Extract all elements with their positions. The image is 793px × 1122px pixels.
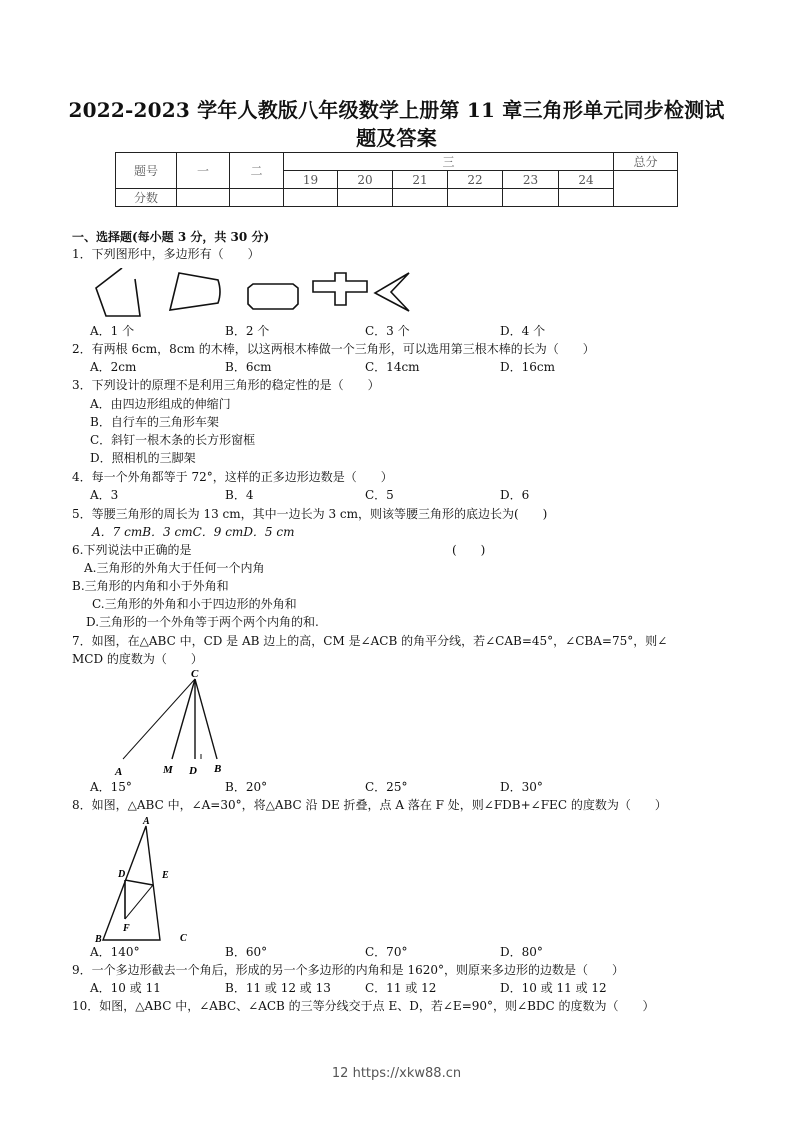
sub-q-19: 19: [284, 171, 338, 189]
q6-option-c[interactable]: C.三角形的外角和小于四边形的外角和: [92, 597, 297, 611]
q7-stem-line2: MCD 的度数为（ ）: [72, 652, 203, 666]
q5-stem: 5．等腰三角形的周长为 13 cm，其中一边长为 3 cm，则该等腰三角形的底边长为( ): [72, 507, 548, 521]
q4-stem: 4．每一个外角都等于 72°，这样的正多边形边数是（ ）: [72, 470, 393, 484]
score-cell-23[interactable]: [503, 189, 559, 207]
q8-option-d[interactable]: D．80°: [500, 945, 543, 959]
q3-option-d[interactable]: D．照相机的三脚架: [90, 451, 196, 465]
q3-stem: 3．下列设计的原理不是利用三角形的稳定性的是（ ）: [72, 378, 380, 392]
q8-folded-triangle-figure: [88, 814, 198, 944]
q8-label-f: F: [123, 923, 130, 934]
q8-option-a[interactable]: A．140°: [90, 945, 140, 959]
score-cell-1[interactable]: [177, 189, 230, 207]
q1-option-b[interactable]: B．2 个: [225, 324, 270, 338]
q8-option-c[interactable]: C．70°: [365, 945, 408, 959]
document-title: [40, 96, 753, 152]
q8-label-d: D: [118, 869, 126, 880]
q7-option-a[interactable]: A．15°: [90, 780, 132, 794]
q7-triangle-figure: [108, 666, 238, 778]
header-part-2: 二: [230, 153, 284, 189]
score-label: 分数: [116, 189, 177, 207]
q9-stem: 9．一个多边形截去一个角后，形成的另一个多边形的内角和是 1620°，则原来多边形的边数是（ ）: [72, 963, 624, 977]
section-heading: 一、选择题(每小题 3 分，共 30 分): [72, 230, 270, 244]
q7-label-d: D: [189, 765, 197, 777]
q7-label-a: A: [115, 766, 123, 778]
sub-q-22: 22: [448, 171, 503, 189]
q2-option-b[interactable]: B．6cm: [225, 360, 272, 374]
score-table: [115, 152, 678, 207]
q10-stem: 10．如图，△ABC 中，∠ABC、∠ACB 的三等分线交于点 E、D，若∠E=90°，则∠BDC 的度数为（ ）: [72, 999, 655, 1013]
q7-label-m: M: [163, 764, 173, 776]
header-question-no: 题号: [116, 153, 177, 189]
q6-option-d[interactable]: D.三角形的一个外角等于两个两个内角的和.: [86, 615, 319, 629]
q7-stem-line1: 7．如图，在△ABC 中，CD 是 AB 边上的高，CM 是∠ACB 的角平分线，若∠CAB=45°，∠CBA=75°，则∠: [72, 634, 668, 648]
q8-label-c: C: [180, 933, 187, 944]
q9-option-d[interactable]: D．10 或 11 或 12: [500, 981, 607, 995]
q4-option-c[interactable]: C．5: [365, 488, 394, 502]
q6-stem: 6.下列说法中正确的是: [72, 543, 192, 557]
score-cell-19[interactable]: [284, 189, 338, 207]
q2-option-d[interactable]: D．16cm: [500, 360, 555, 374]
score-cell-20[interactable]: [338, 189, 393, 207]
score-cell-2[interactable]: [230, 189, 284, 207]
q1-stem: 1．下列图形中，多边形有（ ）: [72, 247, 260, 261]
q6-option-a[interactable]: A.三角形的外角大于任何一个内角: [84, 561, 265, 575]
q6-answer-paren: ( ): [452, 543, 486, 557]
q2-option-a[interactable]: A．2cm: [90, 360, 137, 374]
q2-option-c[interactable]: C．14cm: [365, 360, 420, 374]
q7-label-c: C: [191, 668, 199, 680]
q9-option-c[interactable]: C．11 或 12: [365, 981, 437, 995]
page-footer: 12 https://xkw88.cn: [331, 1066, 462, 1081]
header-part-1: 一: [177, 153, 230, 189]
q7-option-d[interactable]: D．30°: [500, 780, 543, 794]
q2-stem: 2．有两根 6cm，8cm 的木棒，以这两根木棒做一个三角形，可以选用第三根木棒的长为（ ）: [72, 342, 595, 356]
score-cell-22[interactable]: [448, 189, 503, 207]
total-score-cell[interactable]: [614, 171, 678, 207]
q4-option-a[interactable]: A．3: [90, 488, 119, 502]
q6-option-b[interactable]: B.三角形的内角和小于外角和: [72, 579, 229, 593]
q4-option-b[interactable]: B．4: [225, 488, 254, 502]
q9-option-b[interactable]: B．11 或 12 或 13: [225, 981, 331, 995]
score-cell-21[interactable]: [393, 189, 448, 207]
title-line-1: 2022-2023 学年人教版八年级数学上册第 11 章三角形单元同步检测试: [68, 98, 725, 122]
q7-option-b[interactable]: B．20°: [225, 780, 268, 794]
sub-q-23: 23: [503, 171, 559, 189]
q3-option-a[interactable]: A．由四边形组成的伸缩门: [90, 397, 231, 411]
title-line-2: 题及答案: [356, 126, 437, 150]
sub-q-24: 24: [559, 171, 614, 189]
score-cell-24[interactable]: [559, 189, 614, 207]
q7-option-c[interactable]: C．25°: [365, 780, 408, 794]
header-part-3: 三: [284, 153, 614, 171]
header-total: 总分: [614, 153, 678, 171]
q3-option-b[interactable]: B．自行车的三角形车架: [90, 415, 219, 429]
q8-label-b: B: [95, 934, 102, 944]
q1-option-d[interactable]: D．4 个: [500, 324, 546, 338]
sub-q-20: 20: [338, 171, 393, 189]
q1-option-c[interactable]: C．3 个: [365, 324, 410, 338]
q8-label-e: E: [162, 870, 169, 881]
q7-label-b: B: [214, 763, 222, 775]
q1-figures: [88, 268, 418, 320]
q9-option-a[interactable]: A．10 或 11: [90, 981, 161, 995]
q5-options[interactable]: A．7 cmB．3 cmC．9 cmD．5 cm: [92, 525, 295, 539]
sub-q-21: 21: [393, 171, 448, 189]
q8-label-a: A: [143, 816, 150, 827]
q3-option-c[interactable]: C．斜钉一根木条的长方形窗框: [90, 433, 256, 447]
q1-option-a[interactable]: A．1 个: [90, 324, 135, 338]
q8-option-b[interactable]: B．60°: [225, 945, 268, 959]
q4-option-d[interactable]: D．6: [500, 488, 530, 502]
q8-stem: 8．如图，△ABC 中，∠A=30°，将△ABC 沿 DE 折叠，点 A 落在 F 处，则∠FDB+∠FEC 的度数为（ ）: [72, 798, 667, 812]
